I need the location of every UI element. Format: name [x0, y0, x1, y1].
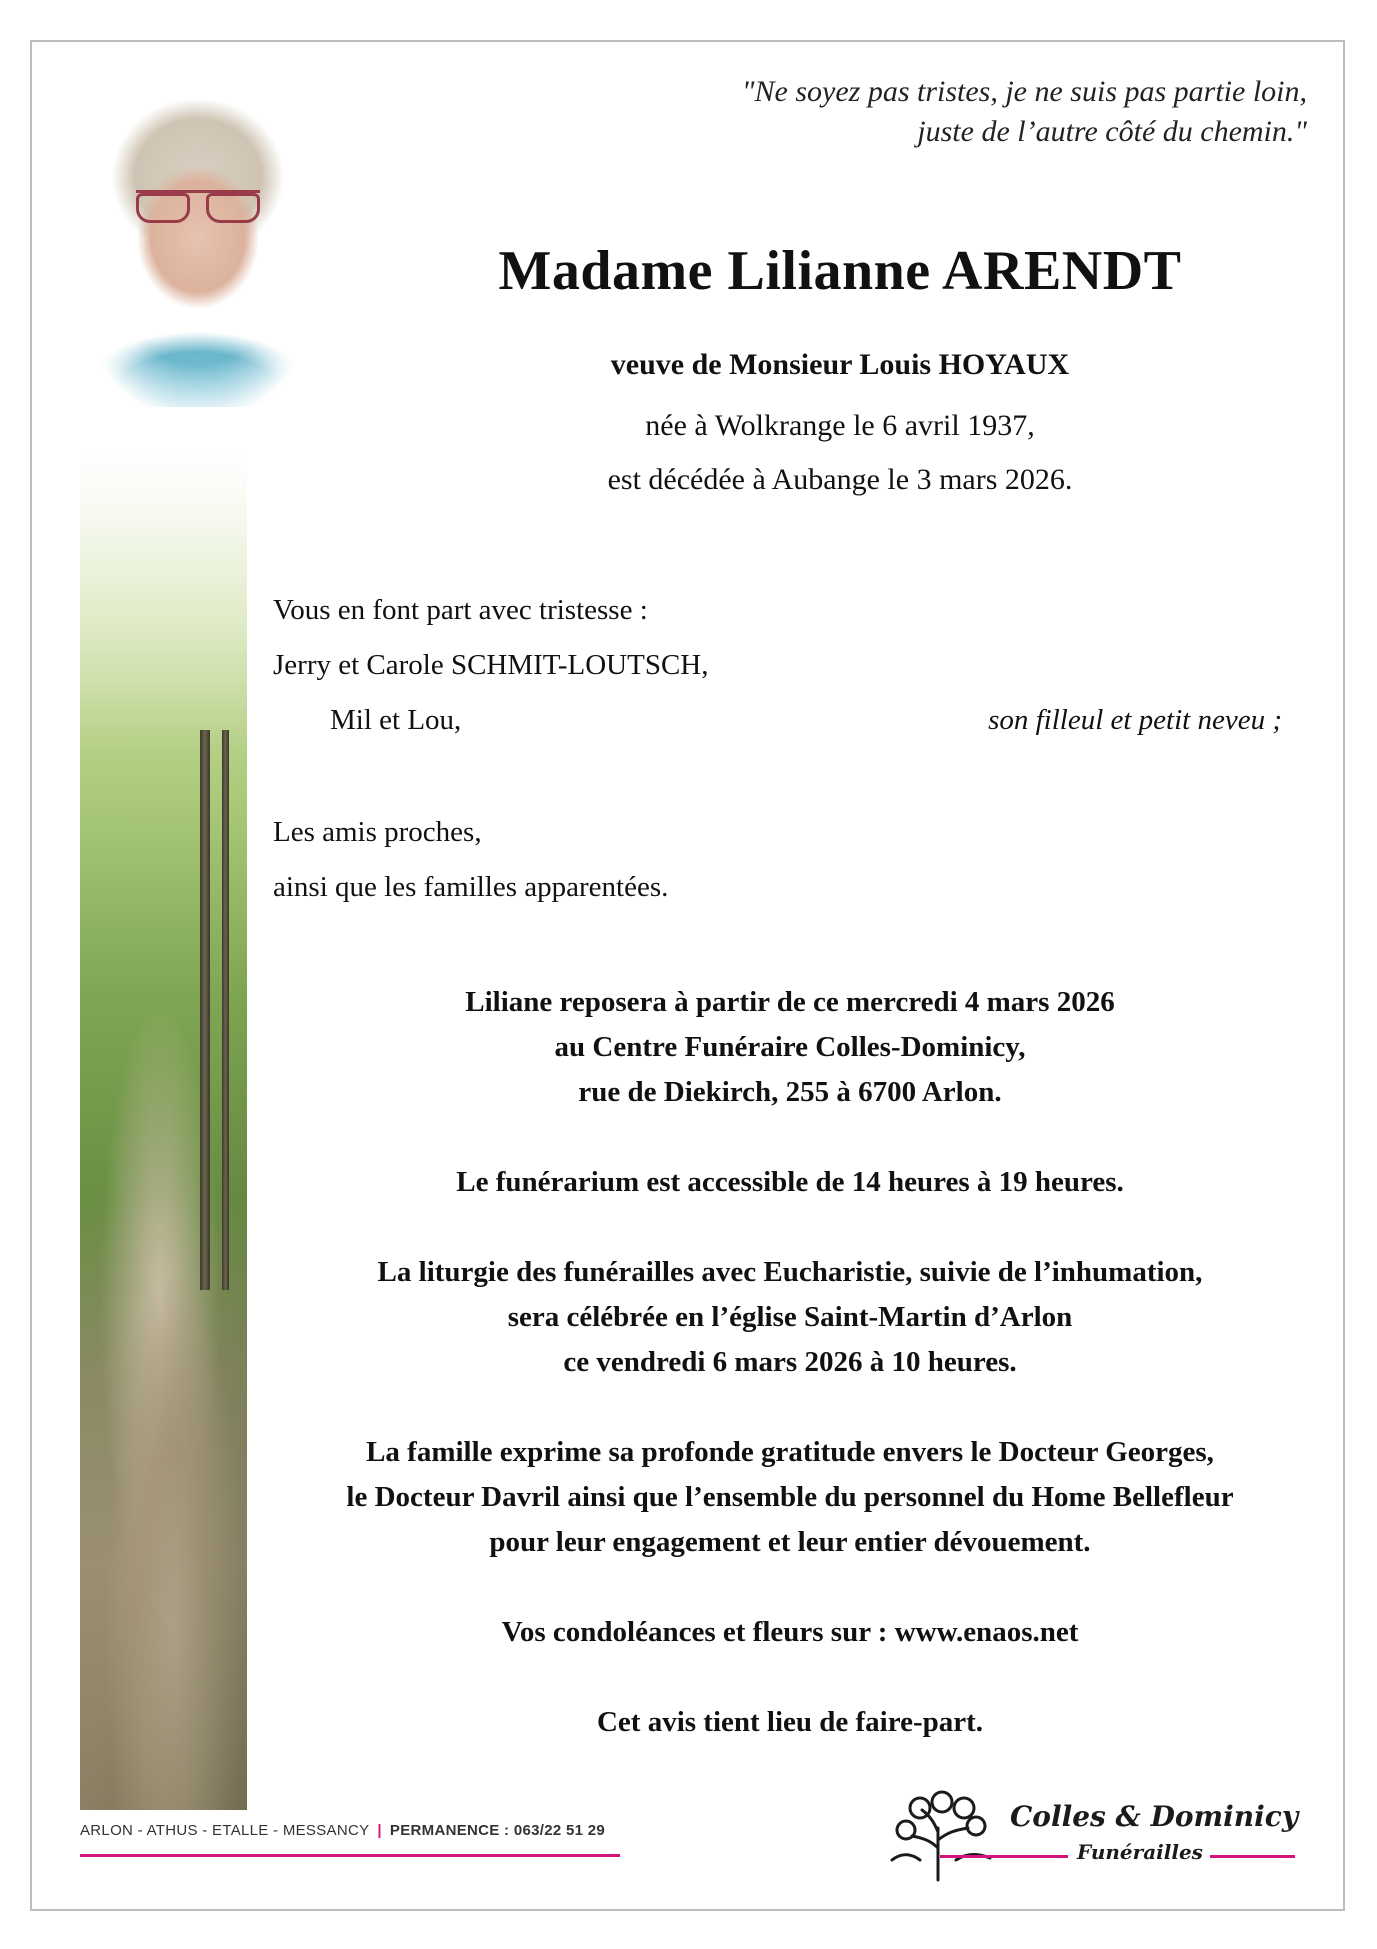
- notice-info: [265, 1700, 1315, 1745]
- family-children-note: son filleul et petit neveu ;: [988, 704, 1282, 736]
- liturgy-line: ce vendredi 6 mars 2026 à 10 heures.: [563, 1346, 1017, 1378]
- condolences-info: [265, 1610, 1315, 1655]
- footer-accent-line: [80, 1854, 620, 1857]
- family-children: Mil et Lou,: [330, 704, 462, 736]
- brand-line-left: [940, 1855, 1068, 1858]
- family-intro: Vous en font part avec tristesse :: [273, 594, 648, 626]
- visitation-block: [265, 980, 1315, 1115]
- visitation-line: au Centre Funéraire Colles-Dominicy,: [554, 1031, 1026, 1063]
- family-relatives: ainsi que les familles apparentées.: [273, 871, 669, 903]
- family-friends: Les amis proches,: [273, 816, 482, 848]
- thanks-line: le Docteur Davril ainsi que l’ensemble du personnel du Home Bellefleur: [346, 1481, 1234, 1513]
- forest-path-image: [80, 450, 247, 1810]
- thanks-line: La famille exprime sa profonde gratitude envers le Docteur Georges,: [366, 1436, 1214, 1468]
- visitation-line: Liliane reposera à partir de ce mercredi 4 mars 2026: [465, 986, 1115, 1018]
- notice-line: Cet avis tient lieu de faire-part.: [596, 1706, 984, 1738]
- brand-subtitle: Funérailles: [1077, 1840, 1203, 1864]
- glasses-shape: [136, 190, 260, 227]
- liturgy-line: La liturgie des funérailles avec Eucharistie, suivie de l’inhumation,: [377, 1256, 1203, 1288]
- footer-permanence: PERMANENCE : 063/22 51 29: [389, 1822, 605, 1839]
- tree-trunk: [222, 730, 229, 1290]
- footer-locations: ARLON - ATHUS - ETALLE - MESSANCY: [80, 1822, 370, 1839]
- deceased-name: Madame Lilianne ARENDT: [498, 240, 1182, 302]
- thanks-block: [265, 1430, 1315, 1565]
- liturgy-block: [265, 1250, 1315, 1385]
- quote-line-1: "Ne soyez pas tristes, je ne suis pas partie loin,: [741, 75, 1307, 108]
- visiting-hours-line: Le funérarium est accessible de 14 heures à 19 heures.: [456, 1166, 1124, 1198]
- footer-contact: [80, 1822, 605, 1839]
- widow-of: veuve de Monsieur Louis HOYAUX: [610, 348, 1070, 381]
- liturgy-line: sera célébrée en l’église Saint-Martin d’Arlon: [507, 1301, 1073, 1333]
- tree-icon: [890, 1788, 1000, 1883]
- visitation-line: rue de Diekirch, 255 à 6700 Arlon.: [578, 1076, 1002, 1108]
- quote-line-2: juste de l’autre côté du chemin.": [917, 115, 1307, 148]
- brand-name: Colles & Dominicy: [1010, 1800, 1299, 1833]
- thanks-line: pour leur engagement et leur entier dévouement.: [489, 1526, 1091, 1558]
- epigraph-quote: [607, 72, 1307, 152]
- brand-line-right: [1210, 1855, 1295, 1858]
- visiting-hours: [265, 1160, 1315, 1205]
- tree-trunk: [200, 730, 210, 1290]
- condolences-line: Vos condoléances et fleurs sur : www.enaos.net: [501, 1616, 1079, 1648]
- portrait-photo: [68, 62, 328, 407]
- death-info: est décédée à Aubange le 3 mars 2026.: [607, 463, 1073, 496]
- footer-separator: |: [377, 1822, 382, 1839]
- birth-info: née à Wolkrange le 6 avril 1937,: [645, 409, 1035, 442]
- family-couple: Jerry et Carole SCHMIT-LOUTSCH,: [273, 649, 709, 681]
- funeral-home-logo: [880, 1788, 1300, 1888]
